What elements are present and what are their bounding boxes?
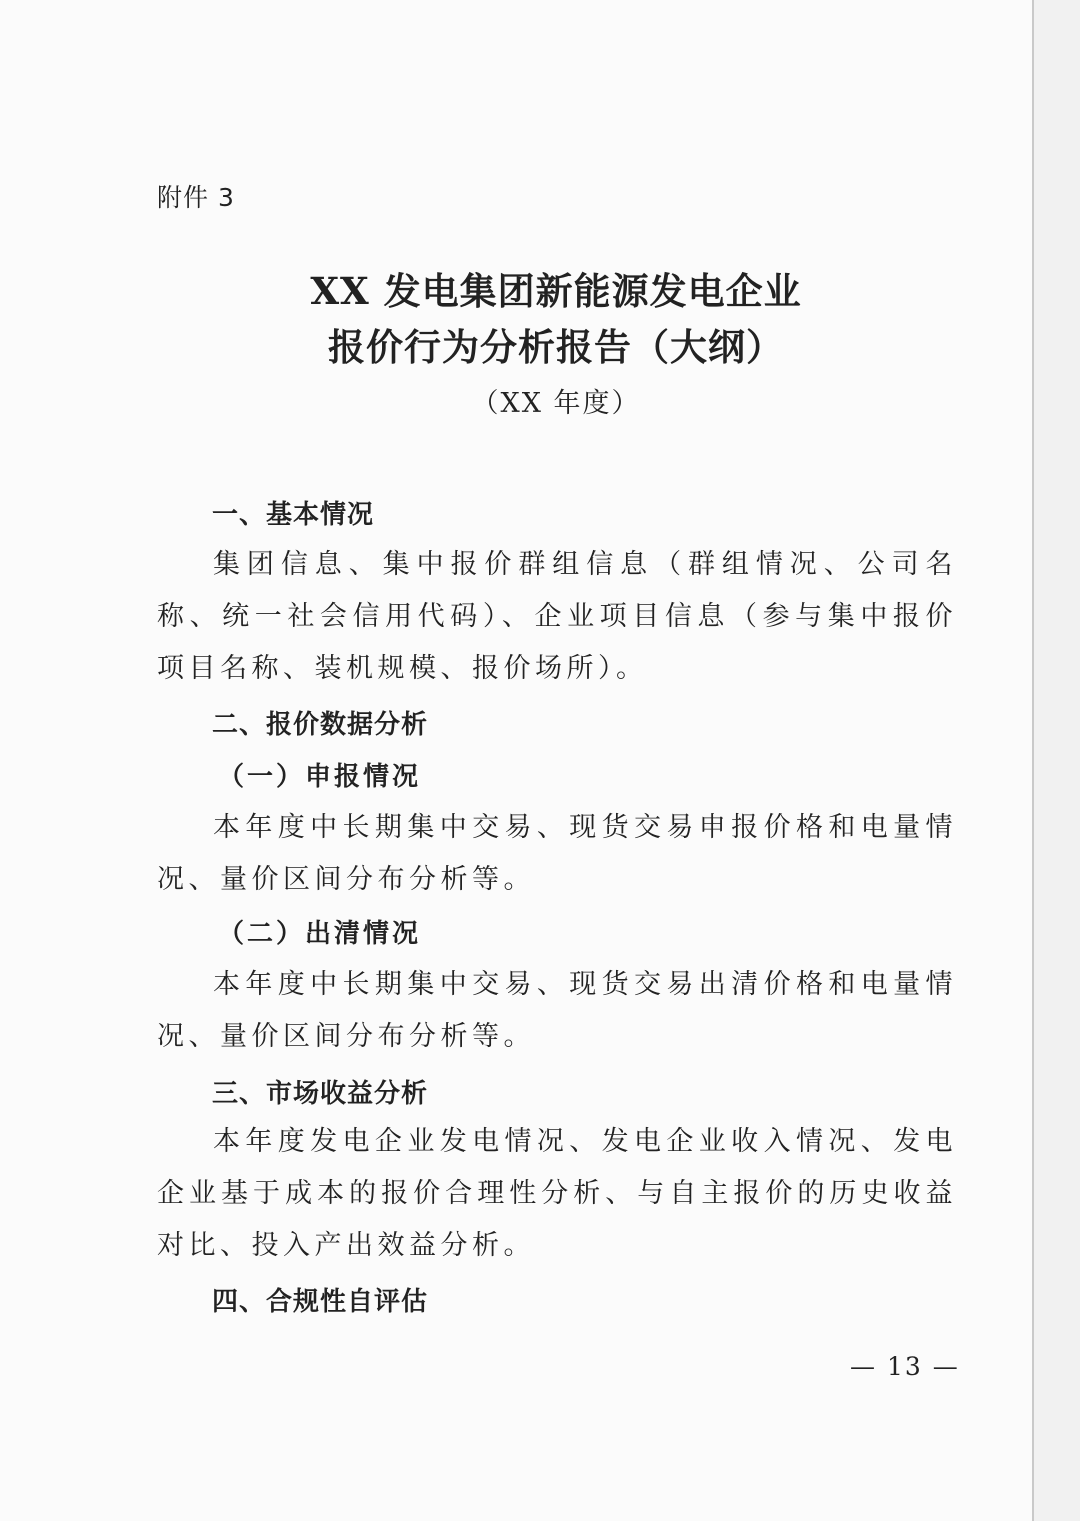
section-2-heading: 二、报价数据分析 xyxy=(212,710,429,740)
page-edge-shadow xyxy=(1034,0,1080,1521)
section-1-heading: 一、基本情况 xyxy=(212,500,375,530)
document-title-line-1: XX 发电集团新能源发电企业 xyxy=(310,269,802,313)
section-3-text: 本年度发电企业发电情况、发电企业收入情况、发电企业基于成本的报价合理性分析、与自主报价的历史收益对比、投入产出效益分析。 xyxy=(157,1126,957,1261)
section-3-heading: 三、市场收益分析 xyxy=(212,1079,429,1109)
section-1-text: 集团信息、集中报价群组信息（群组情况、公司名称、统一社会信用代码）、企业项目信息（参与集中报价项目名称、装机规模、报价场所）。 xyxy=(157,549,957,684)
section-2-sub-1-text: 本年度中长期集中交易、现货交易申报价格和电量情况、量价区间分布分析等。 xyxy=(157,812,957,895)
document-title-line-2: 报价行为分析报告（大纲） xyxy=(328,325,784,369)
section-2-sub-1-heading: （一）申报情况 xyxy=(218,762,422,792)
section-2-sub-2-heading: （二）出清情况 xyxy=(218,919,422,949)
page-number: — 13 — xyxy=(850,1352,960,1381)
section-2-sub-2-text: 本年度中长期集中交易、现货交易出清价格和电量情况、量价区间分布分析等。 xyxy=(157,969,957,1052)
page-edge xyxy=(1032,0,1034,1521)
document-subtitle: （XX 年度） xyxy=(471,388,641,419)
section-4-heading: 四、合规性自评估 xyxy=(212,1287,429,1317)
attachment-label: 附件 3 xyxy=(157,183,235,212)
